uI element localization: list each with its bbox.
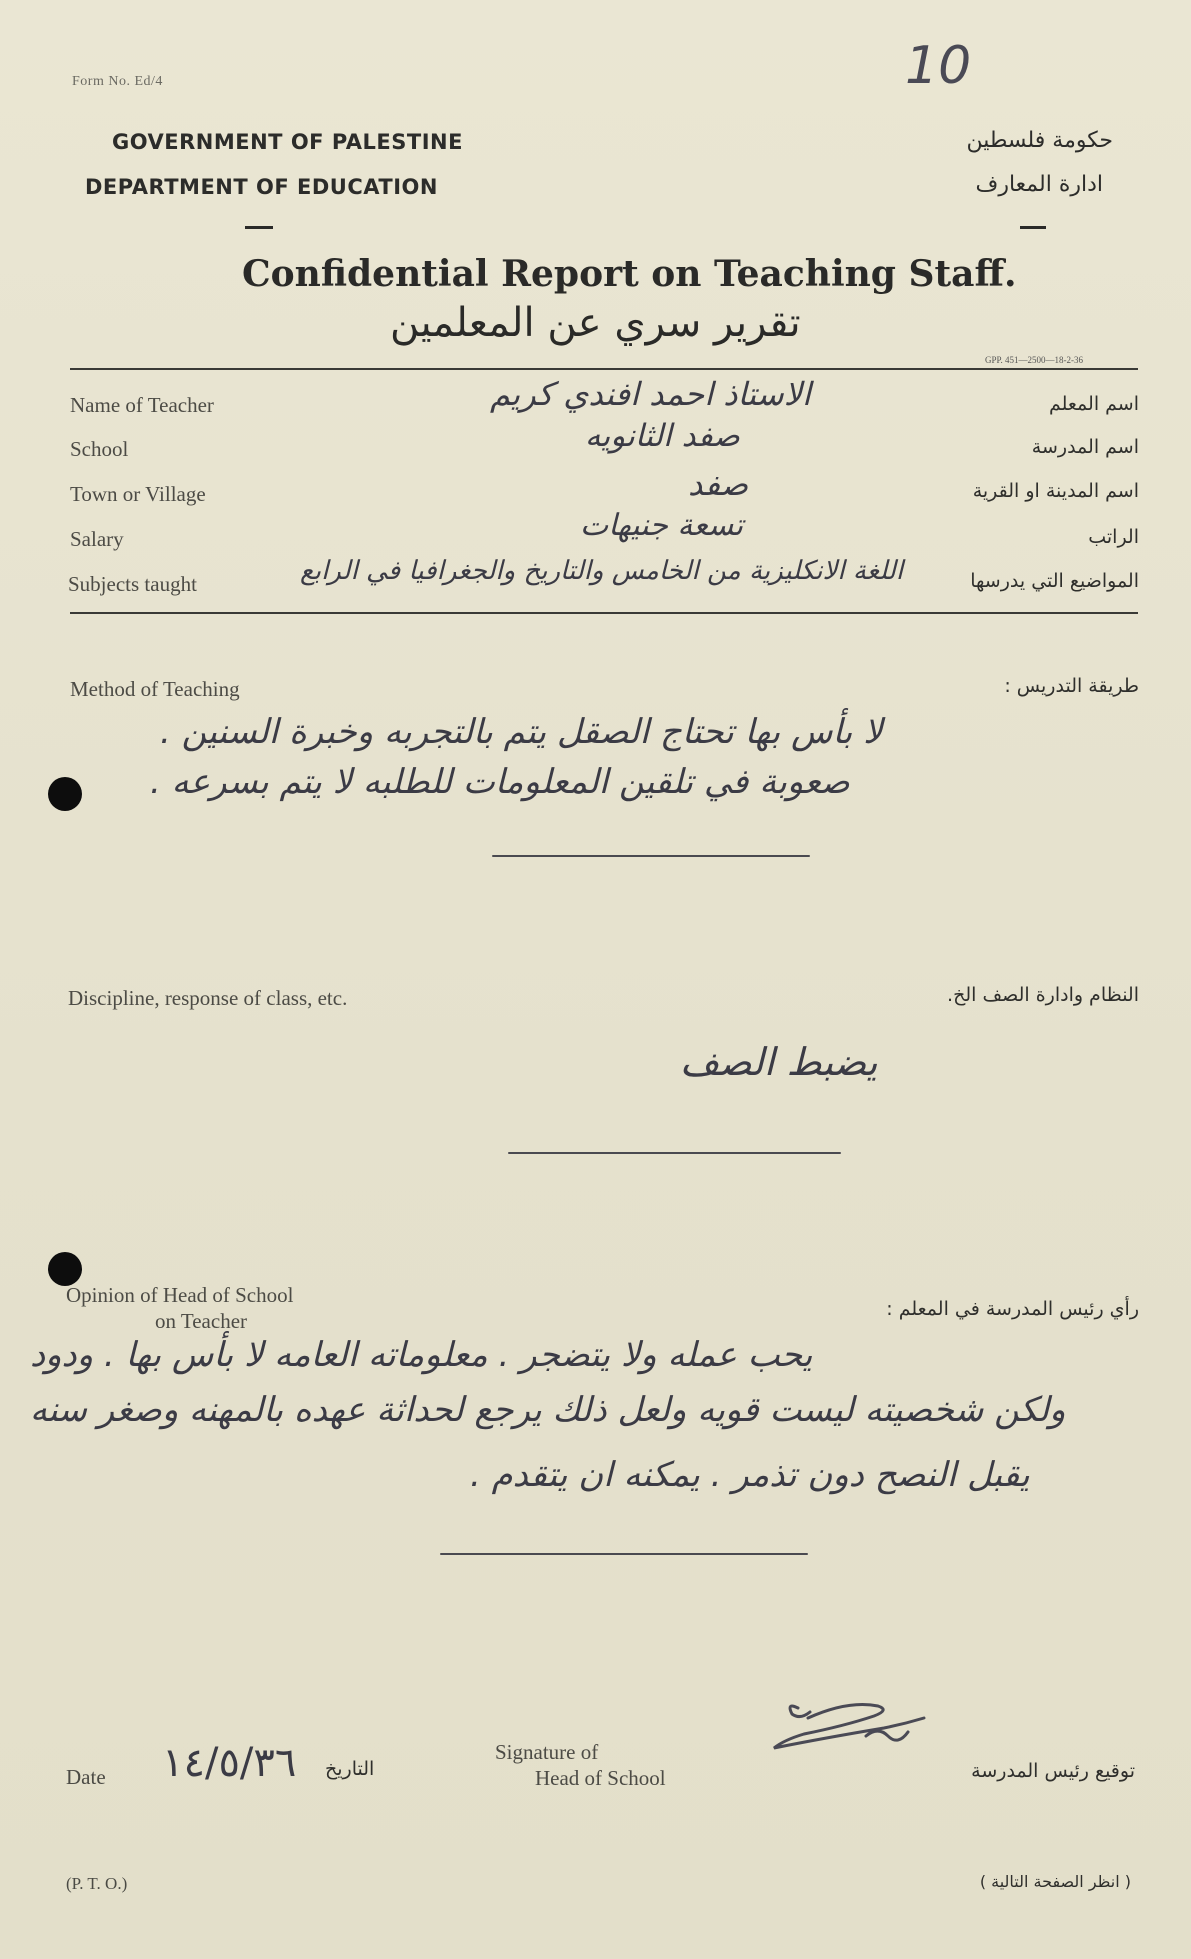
field-label-town: Town or Village [70,482,206,506]
method-underline [492,855,810,857]
header-dash-left [245,226,273,229]
government-heading-en: GOVERNMENT OF PALESTINE [112,130,463,154]
signature-label-1: Signature of [495,1740,599,1764]
report-title-en: Confidential Report on Teaching Staff. [242,253,1017,295]
method-label-en: Method of Teaching [70,677,240,701]
field-value-town: صفد [688,465,749,503]
field-label-subjects-ar: المواضيع التي يدرسها [970,570,1139,592]
report-title-ar: تقرير سري عن المعلمين [390,300,801,346]
head-signature [748,1688,948,1788]
pto-ar: ( انظر الصفحة التالية ) [979,1872,1131,1891]
punch-hole-2 [48,1252,82,1286]
opinion-label-ar: رأي رئيس المدرسة في المعلم : [886,1298,1139,1320]
opinion-line-1: يحب عمله ولا يتضجر . معلوماته العامه لا بأس بها . ودود [30,1335,813,1375]
method-line-2: صعوبة في تلقين المعلومات للطلبه لا يتم بسرعه . [150,762,850,802]
opinion-label-en-2: on Teacher [155,1309,248,1333]
discipline-value: يضبط الصف [680,1040,878,1084]
department-heading-ar: ادارة المعارف [975,172,1103,197]
date-value: ١٤/٥/٣٦ [162,1740,297,1786]
page-number: 10 [905,36,972,96]
discipline-label-en: Discipline, response of class, etc. [68,986,348,1010]
header-dash-right [1020,226,1046,229]
signature-label-2: Head of School [535,1766,666,1790]
field-value-subjects: اللغة الانكليزية من الخامس والتاريخ والجغرافيا في الرابع [300,556,904,586]
field-value-name: الاستاذ احمد افندي كريم [490,375,811,413]
opinion-label-en-1: Opinion of Head of School [66,1283,294,1307]
pto-en: (P. T. O.) [66,1874,128,1893]
field-label-school-ar: اسم المدرسة [1031,436,1139,458]
field-label-salary: Salary [70,527,124,551]
opinion-line-3: يقبل النصح دون تذمر . يمكنه ان يتقدم . [470,1455,1030,1495]
method-label-ar: طريقة التدريس : [1004,675,1139,697]
field-label-salary-ar: الراتب [1088,526,1139,548]
rule-bottom [70,612,1138,614]
printer-code: GPP. 451—2500—18-2-36 [985,355,1084,365]
field-label-town-ar: اسم المدينة او القرية [972,480,1139,502]
opinion-underline [440,1553,808,1555]
punch-hole-1 [48,777,82,811]
form-number: Form No. Ed/4 [72,74,163,89]
discipline-label-ar: النظام وادارة الصف الخ. [947,984,1139,1006]
date-label-ar: التاريخ [325,1758,375,1780]
discipline-underline [508,1152,841,1154]
government-heading-ar: حكومة فلسطين [966,128,1113,153]
date-label-en: Date [66,1765,106,1789]
method-line-1: لا بأس بها تحتاج الصقل يتم بالتجربه وخبرة السنين . [160,712,883,752]
opinion-line-2: ولكن شخصيته ليست قويه ولعل ذلك يرجع لحداثة عهده بالمهنه وصغر سنه [30,1390,1066,1430]
field-label-school: School [70,437,129,461]
field-label-name-ar: اسم المعلم [1048,393,1139,415]
field-label-subjects: Subjects taught [68,572,197,596]
rule-top [70,368,1138,370]
field-label-name: Name of Teacher [70,393,214,417]
signature-label-ar: توقيع رئيس المدرسة [971,1760,1135,1782]
department-heading-en: DEPARTMENT OF EDUCATION [85,175,438,199]
field-value-salary: تسعة جنيهات [580,508,744,543]
field-value-school: صفد الثانويه [585,418,740,454]
